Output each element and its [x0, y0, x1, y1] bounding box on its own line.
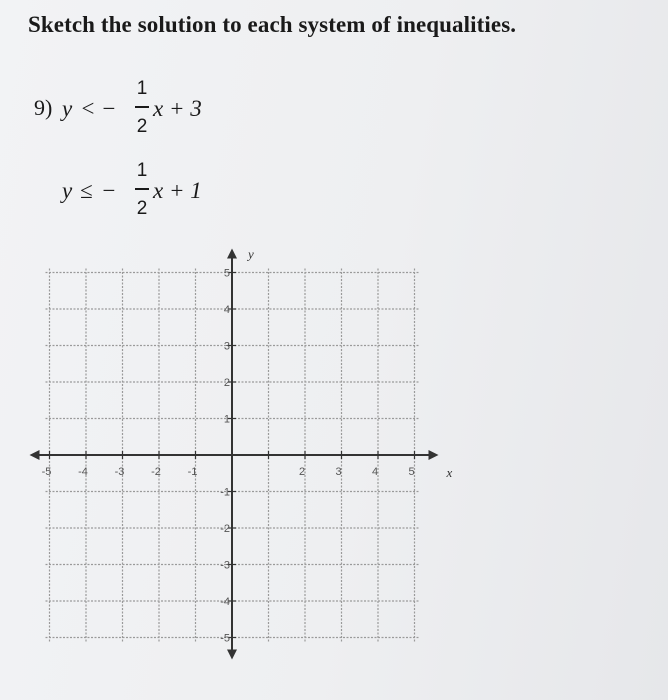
- x-axis-right-arrow-icon: [429, 450, 439, 460]
- inequality-1-tail: x + 3: [153, 96, 202, 121]
- y-axis-up-arrow-icon: [227, 249, 237, 259]
- x-axis-tick-label: -5: [41, 466, 52, 478]
- inequality-2-tail: x + 1: [153, 178, 202, 203]
- inequality-1-denominator: 2: [136, 116, 148, 137]
- x-axis-tick-label: -3: [114, 466, 125, 478]
- y-axis-tick-label: 3: [223, 340, 230, 353]
- y-axis-tick-label: -3: [220, 559, 230, 572]
- y-axis-tick-label: 1: [223, 413, 230, 426]
- x-axis-tick-label: -2: [151, 466, 161, 478]
- y-axis-tick-label: 2: [223, 377, 230, 389]
- inequality-2-operator: ≤: [80, 178, 93, 203]
- inequality-1-lhs: y: [62, 96, 73, 121]
- x-axis-tick-label: 3: [335, 466, 342, 478]
- y-axis-tick-label: 5: [223, 267, 230, 280]
- x-axis-tick-label: 4: [371, 466, 379, 478]
- x-axis-tick-label: -1: [187, 466, 198, 478]
- y-axis-tick-label: -5: [220, 632, 230, 645]
- inequality-1-operator: <: [80, 96, 96, 121]
- y-axis-down-arrow-icon: [227, 650, 237, 660]
- x-axis-tick-label: -4: [78, 466, 88, 478]
- inequality-2-numerator: 1: [136, 160, 148, 181]
- inequality-2-denominator: 2: [136, 198, 148, 219]
- y-axis-label: y: [248, 246, 254, 262]
- inequality-2-sign: −: [101, 178, 117, 203]
- y-axis-tick-label: 4: [223, 304, 230, 316]
- x-axis-left-arrow-icon: [30, 450, 40, 460]
- inequality-1-sign: −: [101, 96, 117, 121]
- inequality-1-numerator: 1: [136, 78, 148, 99]
- x-axis-tick-label: 5: [408, 466, 415, 478]
- y-axis-tick-label: -2: [220, 523, 230, 535]
- y-axis-tick-label: -4: [220, 596, 230, 608]
- x-axis-tick-label: 2: [298, 466, 306, 478]
- x-axis-label: x: [446, 465, 453, 480]
- y-axis-tick-label: -1: [220, 486, 230, 499]
- problem-number: 9): [34, 95, 53, 120]
- inequality-2-lhs: y: [62, 178, 73, 203]
- worksheet-title: Sketch the solution to each system of inequalities.: [28, 12, 517, 37]
